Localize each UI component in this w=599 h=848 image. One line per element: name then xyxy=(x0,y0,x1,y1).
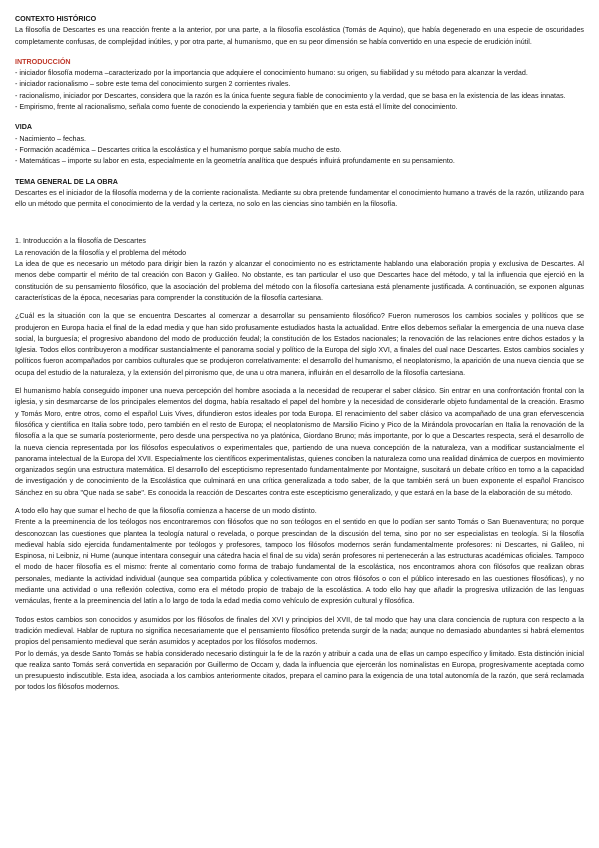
section-1-heading: 1. Introducción a la filosofía de Descartes xyxy=(15,237,146,246)
section-1-paragraph: El humanismo había conseguido imponer una nueva percepción del hombre asociada a la necesidad de recuperar el saber clásico. Sin entrar en una confrontación frontal con la iglesia, y sin desmarcarse de los principales elementos del dogma, había resaltado el papel del hombre y la necesidad de considerarle objeto fundamental de la creación. Erasmo y Tomás Moro, entre otros, como el español Luis Vives, difundieron estos ideales por toda Europa. El renacimiento del saber clásico va acompañado de una gran efervescencia filosófica y científica en Italia sobre todo, pero también en el resto de Europa; el neoplatonismo de Marsilio Ficino y Pico de la Mirándola provocarían en Italia la renovación de la filosofía a la que se sumaría posteriormente, pero desde una perspectiva no ya platónica, Giordano Bruno; más importante, por lo que a Descartes respecta, será el desarrollo de la nueva ciencia representada por los filósofos especulativos o experimentales que, partiendo de una nueva concepción de la naturaleza, van a modificar sustancialmente el panorama intelectual de la Europa del XVII. Especialmente los científicos experimentalistas, quienes conciben la naturaleza como una realidad dinámica de cuerpos en movimiento organizados según una estructura matemática. El desarrollo del escepticismo representado fundamentalmente por Montaigne, suscitará un debate crítico en torno a la capacidad de investigación y de conocimiento de la Escolástica que culminará en una crítica generalizada a todo saber, de la que también será un buen exponente el español Francisco Sánchez en su obra "Que nada se sabe". Es conocida la reacción de Descartes contra este escepticismo generalizado, y que estará en la base de la elaboración de su método. xyxy=(15,387,584,497)
list-item: - Formación académica – Descartes critica la escolástica y el humanismo porque sabía mucho de esto. xyxy=(15,145,342,154)
list-item: - Nacimiento – fechas. xyxy=(15,134,87,143)
section-title-vida: VIDA xyxy=(15,123,33,132)
list-item: - Empirismo, frente al racionalismo, señala como fuente de conociendo la experiencia y también que en esta está el límite del conocimiento. xyxy=(15,103,458,112)
contexto-paragraph: La filosofía de Descartes es una reacción frente a la anterior, por una parte, a la filosofía escolástica (Tomás de Aquino), que había degenerado en una especie de oscuridades completamente confusas, de complejidad inútiles, y por otra parte, al humanismo, que en su peor dimensión se había convertido en una especie de erudición inútil. xyxy=(15,26,584,46)
section-1-paragraph: Todos estos cambios son conocidos y asumidos por los filósofos de finales del XVI y principios del XVII, de tal modo que hay una clara conciencia de ruptura con respecto a la tradición medieval. Hablar de ruptura no significa necesariamente que el pensamiento filosófico pretenda surgir de la nada; aunque no demasiado abundantes si habrá elementos propios del pensamiento medieval que serán asumidos y aceptados por los filósofos modernos. xyxy=(15,615,584,647)
section-title-contexto: CONTEXTO HISTÓRICO xyxy=(15,15,97,23)
list-item: - racionalismo, iniciador por Descartes, considera que la razón es la única fuente segura fiable de conocimiento y la verdad, que se basa en la existencia de las ideas innatas. xyxy=(15,91,566,100)
section-1-paragraph: La idea de que es necesario un método para dirigir bien la razón y alcanzar el conocimiento no es estrictamente hablando una elaboración propia y exclusiva de Descartes. Al menos debe compartir el mérito de tal creación con Bacon y Galileo. No obstante, es tan particular el uso que Descartes hace del método, y tal la influencia que ejerció en la constitución de su pensamiento filosófico, que la asociación del problema del método con la filosofía cartesiana está plenamente justificada. A continuación, se exponen algunas características de la época, necesarias para comprender la constitución de la filosofía cartesiana. xyxy=(15,260,584,302)
vida-list xyxy=(15,134,584,168)
section-1-paragraph: Por lo demás, ya desde Santo Tomás se había considerado necesario distinguir la fe de la razón y atribuir a cada una de ellas un campo específico y limitado. Esta distinción inicial que realiza santo Tomás será convertida en separación por Guillermo de Occam y, dada la influencia que ejercerán los nominalistas en Europa, progresivamente aceptada como un presupuesto indiscutible. Esta idea, asociada a los cambios anteriormente citados, prepara el camino para la exigencia de una total autonomía de la razón, que será reclamada por todos los filósofos modernos. xyxy=(15,649,584,692)
section-title-tema: TEMA GENERAL DE LA OBRA xyxy=(15,177,118,186)
section-1-paragraph: A todo ello hay que sumar el hecho de que la filosofía comienza a hacerse de un modo distinto. xyxy=(15,506,317,515)
section-1-subheading: La renovación de la filosofía y el problema del método xyxy=(15,248,187,257)
list-item: - iniciador filosofía moderna –caracterizado por la importancia que adquiere el conocimiento humano: su origen, su fiabilidad y su método para alcanzar la verdad. xyxy=(15,69,528,78)
introduccion-list xyxy=(15,68,584,113)
list-item: - Matemáticas – importe su labor en esta, especialmente en la geometría analítica que después influirá profundamente en su pensamiento. xyxy=(15,157,455,166)
list-item: - iniciador racionalismo – sobre este tema del conocimiento surgen 2 corrientes rivales. xyxy=(15,80,291,89)
section-title-introduccion: INTRODUCCIÓN xyxy=(15,57,71,66)
tema-paragraph: Descartes es el iniciador de la filosofía moderna y de la corriente racionalista. Mediante su obra pretende fundamentar el conocimiento humano a través de la razón, utilizando para ello un método que permita el conocimiento de la verdad y la certeza, no solo en las ciencias sino también en la filosofía. xyxy=(15,188,584,209)
section-1-paragraph: ¿Cuál es la situación con la que se encuentra Descartes al comenzar a desarrollar su pensamiento filosófico? Fueron numerosos los cambios sociales y políticos que se produjeron en Europa hacia el final de la edad media y que han sido profusamente estudiados hasta la actualidad. Entre ellos debemos señalar la emergencia de una nueva clase social, la burguesía; el progresivo abandono del modo de producción feudal; la constitución de los Estados nacionales; la renovación de las relaciones entre dichos estados y la Iglesia. Todos ellos contribuyeron a modificar sustancialmente el panorama social y político de la Europa del siglo XVI, a finales del cual nace Descartes. Estos cambios sociales y políticos fueron acompañados por cambios culturales que se produjeron correlativamente: el desarrollo del humanismo, el neoplatonismo, la aparición de una nueva ciencia que se ocupa del estudio de la naturaleza, y la extensión del pirronismo que, de una u otra manera, influirán en el desarrollo de la filosofía cartesiana. xyxy=(15,312,584,377)
section-1-paragraph: Frente a la preeminencia de los teólogos nos encontraremos con filósofos que no son teólogos en el sentido en que lo podían ser santo Tomás o San Buenaventura; no porque desconozcan las cuestiones que plantea la teología natural o revelada, o porque prescindan de la discusión del tema, sino por no ser especialistas en teología. Si la filosofía medieval había sido ejercida fundamentalmente por teólogos y profesores, tampoco los filósofos modernos serán fundamentalmente profesores: ni Descartes, ni Galileo, ni Espinosa, ni Leibniz, ni Hume (aunque intentara conseguir una cátedra hacia el final de su vida) serán profesores ni pertenecerán a las estructuras académicas oficiales. Tampoco el modo de hacer filosofía es el mismo: frente al comentario como forma de trabajo fundamental de la escolástica, nos encontramos ahora con filósofos que realizan obras personales, mediante la actividad individual (aunque sea compartida pública y colectivamente con otros filósofos o con el público interesado en las cuestiones filosóficas), y no mediante una actividad o una reflexión colectiva, como era el método propio de trabajo de la escolástica. A todo ello hay que añadir la progresiva utilización de las lenguas vernáculas, frente a la preeminencia del latín a lo largo de toda la edad media como vehículo de expresión cultural y filosófica. xyxy=(15,518,584,606)
